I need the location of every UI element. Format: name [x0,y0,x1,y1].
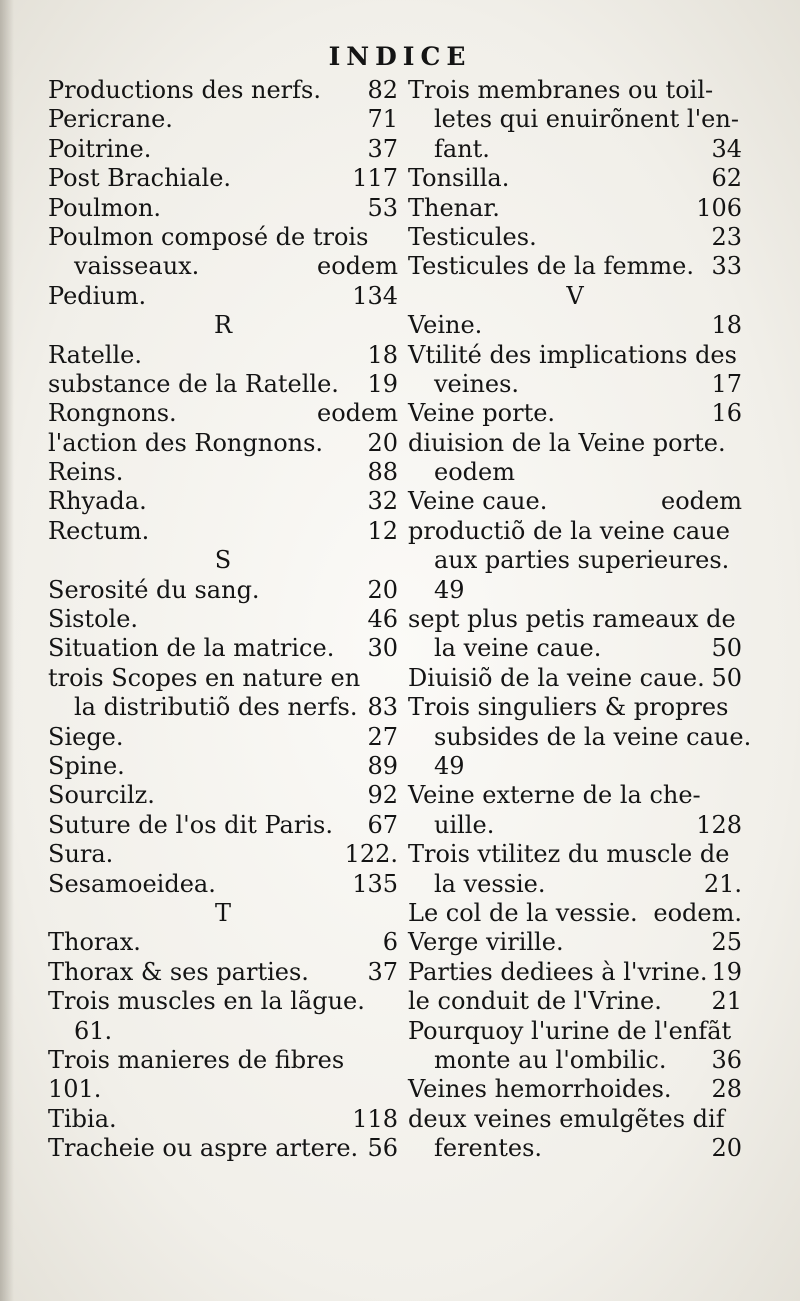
index-entry [408,517,742,546]
entry-page-number: 53 [367,193,398,222]
entry-text: deux veines emulgẽtes dif [408,1104,725,1133]
entry-page-number: 17 [711,369,742,398]
index-entry [408,252,742,281]
entry-page-number: eodem. [653,898,742,927]
index-entry [408,1017,742,1046]
index-entry [408,399,742,428]
entry-text: la veine caue. [434,634,602,663]
entry-page-number: 18 [711,311,742,340]
index-entry [408,664,742,693]
index-entry [408,605,742,634]
index-entry [408,1134,742,1163]
entry-text: Testicules. [408,222,537,251]
entry-page-number: 135 [352,869,398,898]
entry-page-number: 117 [352,164,398,193]
entry-page-number: 19 [367,369,398,398]
index-entry [48,664,398,693]
entry-text: 61. [74,1016,113,1045]
entry-text: Poitrine. [48,134,152,163]
entry-page-number: 37 [367,134,398,163]
entry-page-number: 118 [352,1104,398,1133]
index-entry [48,693,398,722]
entry-text: Trois vtilitez du muscle de [408,840,730,869]
entry-text: Trois membranes ou toil- [408,76,714,104]
entry-text: Spine. [48,751,125,780]
page-header: INDICE [328,42,472,71]
index-entry [408,958,742,987]
entry-page-number: 21 [711,987,742,1016]
index-entry [408,722,752,752]
entry-text: trois Scopes en nature en [48,663,361,692]
index-entry [408,546,742,575]
index-entry [48,282,398,311]
index-entry [408,870,742,899]
entry-text: Post Brachiale. [48,164,232,193]
entry-page-number: 82 [367,76,398,104]
index-entry [408,752,742,781]
index-entry [408,429,742,458]
entry-page-number: 23 [711,222,742,251]
index-entry [48,399,398,428]
entry-text: Veine externe de la che- [408,781,701,810]
index-entry [48,840,398,869]
index-entry [408,634,742,663]
index-entry [408,194,742,223]
entry-text: Vtilité des implications des [408,340,737,369]
index-entry [48,105,398,134]
index-entry [48,252,398,281]
entry-text: fant. [434,134,490,163]
entry-text: 101. [48,1075,102,1104]
entry-text: Serosité du sang. [48,575,260,604]
index-entry [408,341,742,370]
entry-text: Veine. [408,311,483,340]
entry-text: Situation de la matrice. [48,634,335,663]
entry-page-number: 6 [382,928,398,957]
entry-text: Poulmon composé de trois [48,222,369,251]
section-letter-label: V [566,281,584,310]
entry-page-number: 56 [367,1134,398,1163]
index-entry [408,487,742,516]
index-entry [408,693,742,722]
index-entry [408,576,742,605]
entry-text: Parties dediees à l'vrine. [408,957,708,986]
entry-page-number: 32 [367,487,398,516]
index-entry [48,1105,398,1134]
entry-text: Veine porte. [408,399,556,428]
entry-text: Tracheie ou aspre artere. [48,1134,359,1163]
index-entry [48,605,398,634]
index-entry [48,194,398,223]
entry-page-number: 67 [367,810,398,839]
index-entry [48,1046,398,1075]
index-entry [48,1075,398,1104]
entry-text: Veines hemorrhoides. [408,1075,672,1104]
entry-page-number: 20 [711,1134,742,1163]
index-entry [48,752,398,781]
entry-text: Sistole. [48,605,139,634]
entry-page-number: eodem [317,252,398,281]
entry-text: aux parties superieures. [434,546,730,575]
entry-page-number: 46 [367,605,398,634]
index-entry [48,958,398,987]
index-entry [408,458,742,487]
entry-text: Pedium. [48,281,147,310]
entry-page-number: 18 [367,340,398,369]
entry-text: Pericrane. [48,105,173,134]
entry-text: productiõ de la veine caue [408,516,730,545]
index-entry [408,1105,742,1134]
entry-text: Pourquoy l'urine de l'enfãt [408,1016,732,1045]
entry-page-number: 36 [711,1045,742,1074]
index-entry [48,1017,398,1046]
entry-page-number: 37 [367,957,398,986]
page-binding-shadow [0,0,14,1301]
entry-page-number: 16 [711,399,742,428]
index-entry [408,223,742,252]
entry-text: Siege. [48,722,124,751]
entry-page-number: 89 [367,751,398,780]
index-entry [48,1134,398,1163]
entry-page-number: 19 [711,957,742,986]
section-letter [48,311,398,340]
index-entry [48,781,398,810]
entry-text: diuision de la Veine porte. [408,428,726,457]
entry-page-number: 21. [703,869,742,898]
index-entry [48,223,398,252]
entry-text: subsides de la veine caue. [434,722,752,751]
entry-page-number: 92 [367,781,398,810]
entry-page-number: 30 [367,634,398,663]
entry-page-number: 28 [711,1075,742,1104]
entry-text: veines. [434,369,520,398]
index-entry [408,781,742,810]
section-letter-label: R [213,311,233,340]
index-entry [48,811,398,840]
index-entry [408,811,742,840]
entry-page-number: 50 [711,663,742,692]
entry-text: Ratelle. [48,340,142,369]
entry-page-number: 88 [367,458,398,487]
index-entry [48,517,398,546]
index-entry [48,164,398,193]
entry-page-number: 122. [344,840,398,869]
entry-text: Diuisiõ de la veine caue. [408,663,705,692]
index-entry [408,899,742,928]
index-entry [48,928,398,957]
entry-text: 49 [434,575,465,604]
entry-text: Rongnons. [48,399,177,428]
section-letter-label: T [214,898,231,927]
entry-text: Thorax. [48,928,141,957]
section-letter [48,546,398,575]
index-column-left [48,76,398,1163]
entry-text: Poulmon. [48,193,162,222]
entry-text: Trois muscles en la lãgue. [48,987,365,1016]
entry-text: sept plus petis rameaux de [408,605,736,634]
entry-page-number: 20 [367,428,398,457]
entry-text: eodem [434,458,515,487]
entry-page-number: 20 [367,575,398,604]
index-entry [408,164,742,193]
index-column-right [408,76,752,1163]
index-entry [408,370,742,399]
entry-text: Rhyada. [48,487,147,516]
index-entry [48,429,398,458]
entry-page-number: eodem [317,399,398,428]
entry-text: Trois singuliers & propres [408,693,729,722]
index-entry [408,135,742,164]
section-letter-label: S [214,546,232,575]
index-entry [408,1075,742,1104]
index-entry [48,487,398,516]
section-letter [408,282,742,311]
entry-text: Testicules de la femme. [408,252,694,281]
entry-text: letes qui enuirõnent l'en- [434,105,739,134]
entry-text: uille. [434,810,495,839]
entry-page-number: 106 [696,193,742,222]
entry-text: la distributiõ des nerfs. [74,693,358,722]
index-entry [408,1046,742,1075]
index-entry [408,987,742,1016]
entry-text: ferentes. [434,1134,543,1163]
entry-page-number: 50 [711,634,742,663]
index-entry [408,105,742,134]
index-entry [48,870,398,899]
index-entry [48,987,398,1016]
index-entry [408,928,742,957]
entry-page-number: 128 [696,810,742,839]
index-entry [48,576,398,605]
entry-page-number: eodem [661,487,742,516]
entry-text: Veine caue. [408,487,548,516]
entry-text: l'action des Rongnons. [48,428,324,457]
entry-page-number: 34 [711,134,742,163]
index-entry [408,311,742,340]
entry-text: Sesamoeidea. [48,869,216,898]
entry-text: Trois manieres de fibres [48,1045,345,1074]
index-entry [48,370,398,399]
index-entry [48,135,398,164]
entry-text: Reins. [48,458,124,487]
entry-text: Sourcilz. [48,781,155,810]
entry-text: la vessie. [434,869,546,898]
entry-text: Productions des nerfs. [48,76,321,104]
section-letter [48,899,398,928]
entry-page-number: 62 [711,164,742,193]
index-entry [408,840,742,869]
entry-page-number: 27 [367,722,398,751]
entry-text: Le col de la vessie. [408,898,638,927]
entry-page-number: 134 [352,281,398,310]
entry-text: Thorax & ses parties. [48,957,309,986]
entry-page-number: 83 [367,693,398,722]
index-entry [48,458,398,487]
entry-text: Sura. [48,840,114,869]
entry-page-number: 33 [711,252,742,281]
entry-text: Tonsilla. [408,164,510,193]
index-entry [48,341,398,370]
entry-text: Tibia. [48,1104,117,1133]
entry-text: vaisseaux. [74,252,200,281]
entry-text: Verge virille. [408,928,564,957]
entry-text: Thenar. [408,193,500,222]
entry-page-number: 25 [711,928,742,957]
entry-text: 49 [434,751,465,780]
index-entry [48,634,398,663]
entry-text: Rectum. [48,516,150,545]
entry-page-number: 12 [367,516,398,545]
entry-text: monte au l'ombilic. [434,1045,667,1074]
entry-text: Suture de l'os dit Paris. [48,810,333,839]
entry-page-number: 71 [367,105,398,134]
entry-text: substance de la Ratelle. [48,369,339,398]
index-entry [48,723,398,752]
index-entry [408,76,742,105]
index-entry [48,76,398,105]
entry-text: le conduit de l'Vrine. [408,987,662,1016]
